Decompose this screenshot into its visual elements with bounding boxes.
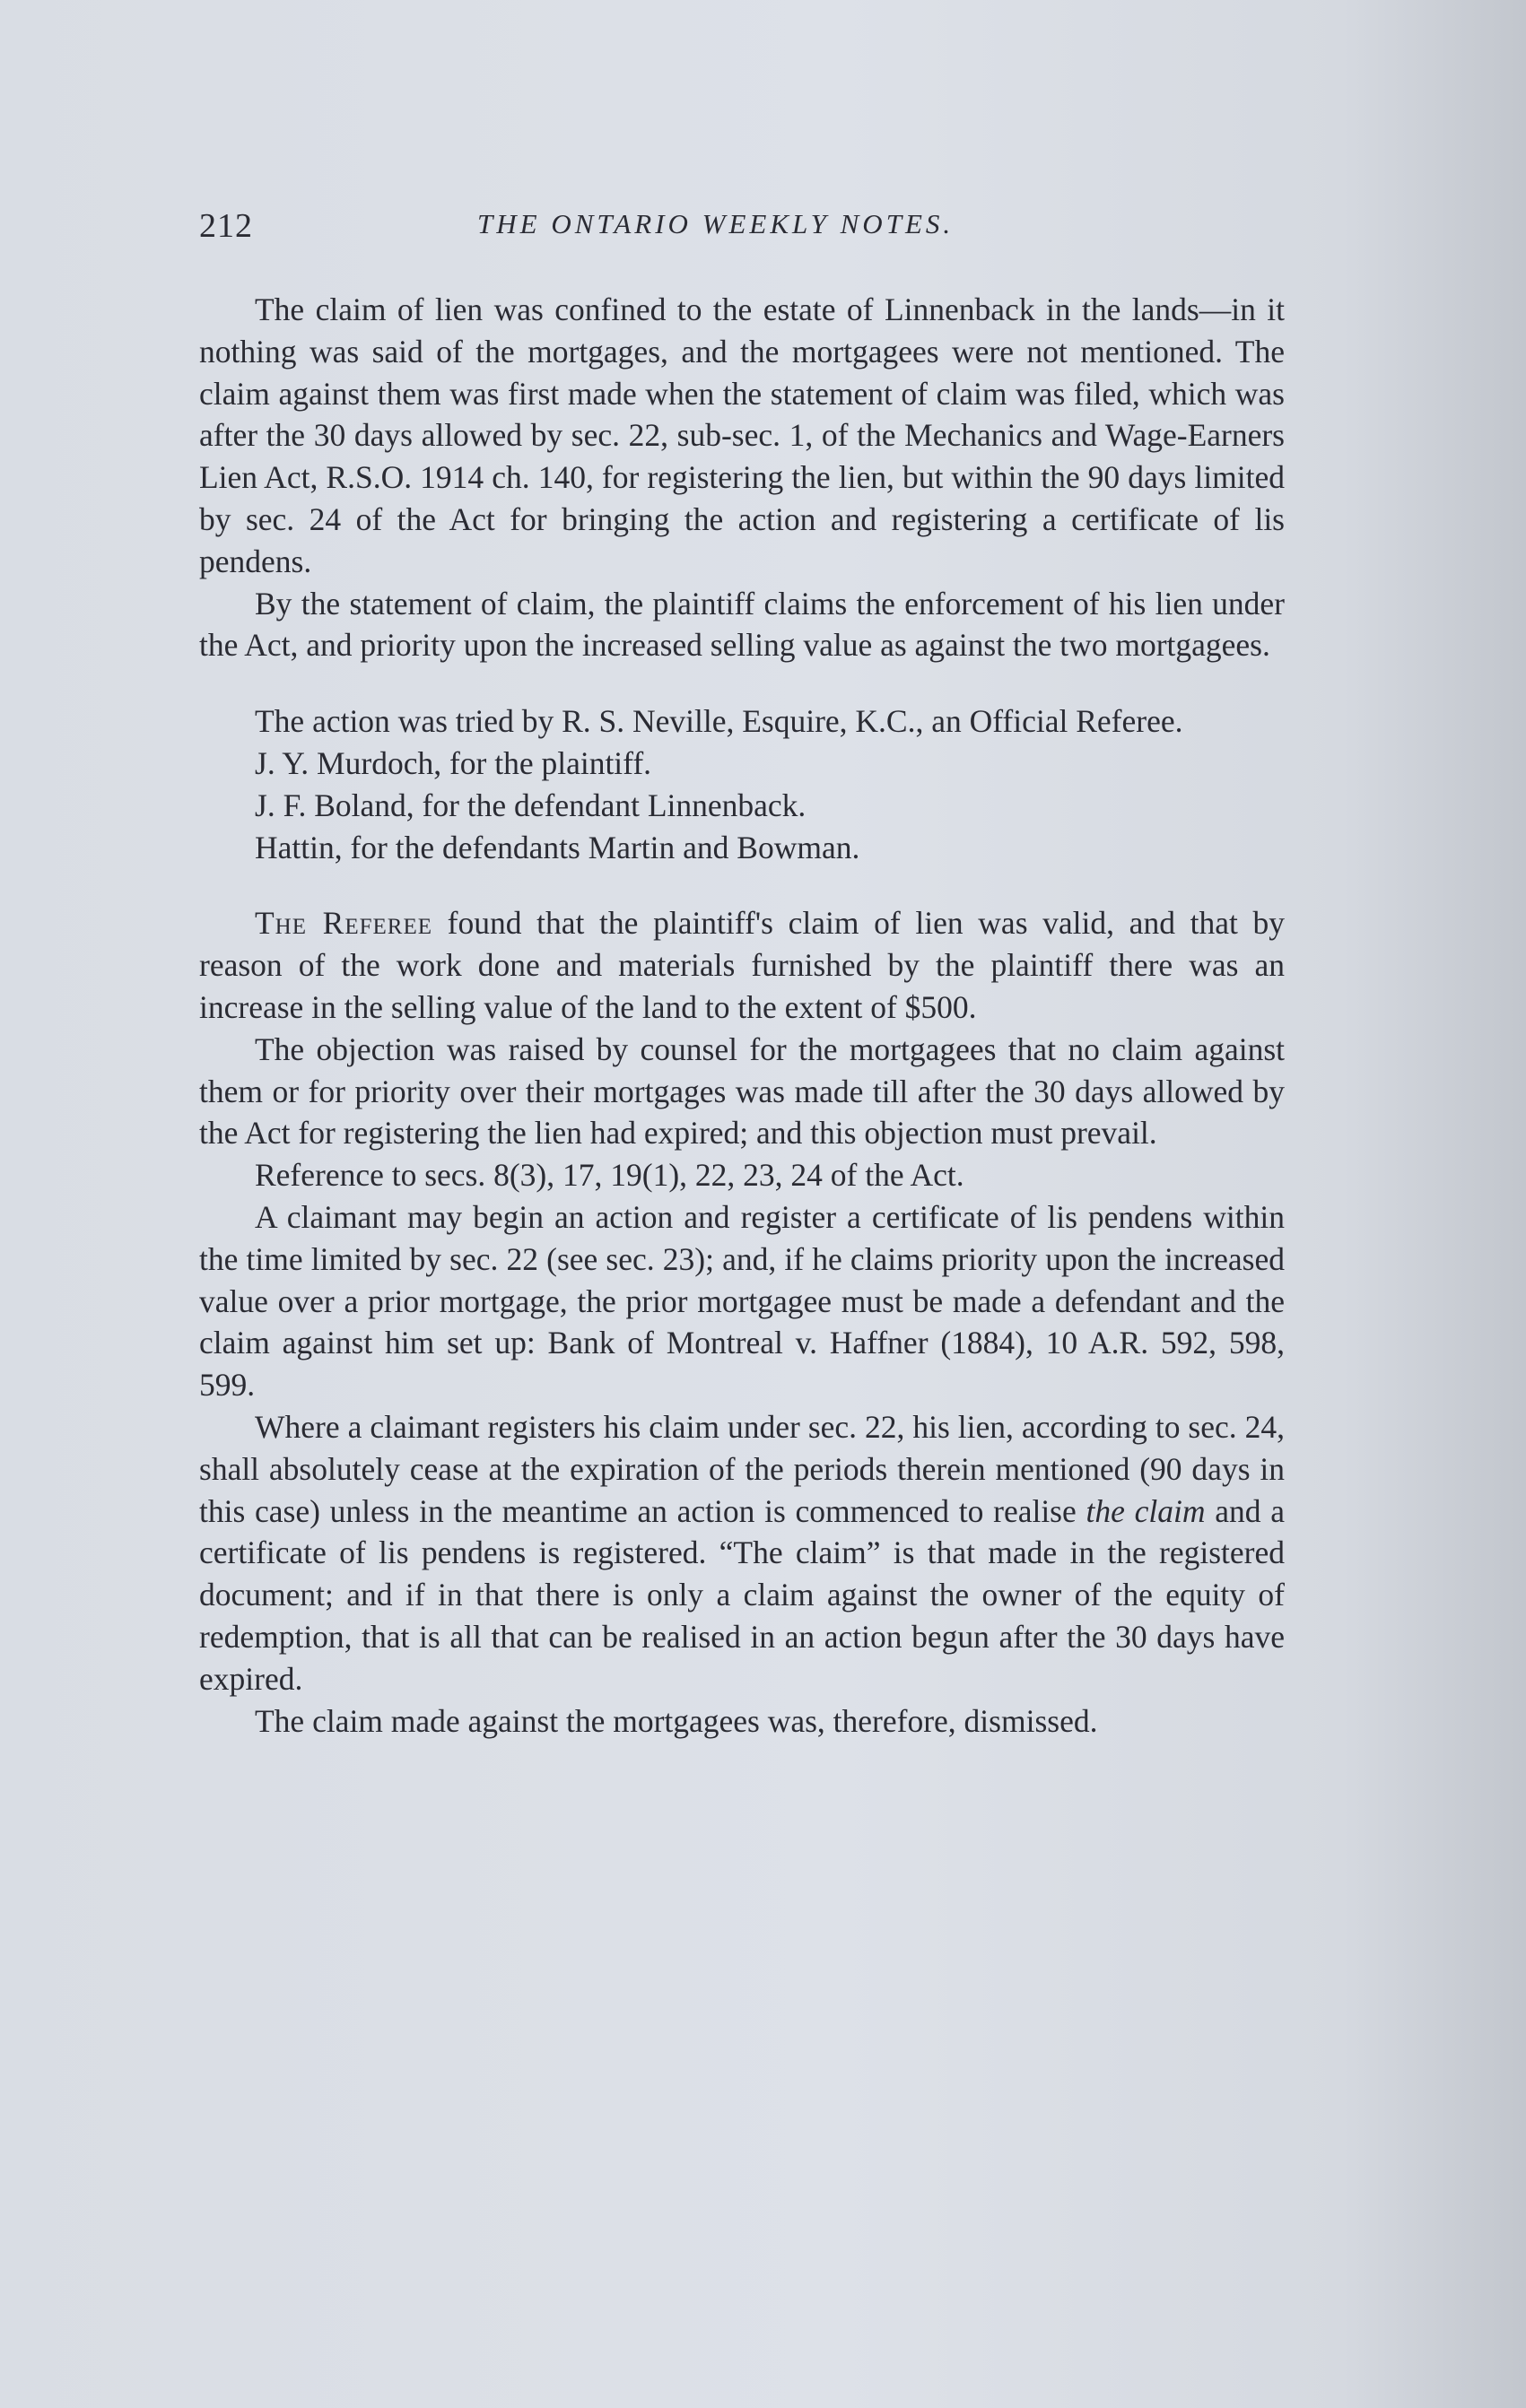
counsel-line: Hattin, for the defendants Martin and Bowman. (255, 829, 860, 865)
paragraph: The action was tried by R. S. Neville, Esquire, K.C., an Official Referee. (255, 703, 1183, 740)
page-header (199, 206, 1303, 260)
paragraph: A claimant may begin an action and register a certificate of lis pendens within the time limited by sec. 22 (see sec. 23); and, if he claims priority upon the increased value over a prior mortgage, the prior mortgagee must be made a defendant and the claim against him set up: Bank of Montreal v. Haffner (1884), 10 A.R. 592, 598, 599. (199, 1198, 1285, 1404)
paragraph (199, 1406, 1285, 1700)
paragraph (199, 902, 1285, 1028)
paragraph-text: Where a claimant registers his claim under sec. 22, his lien, according to sec. 24, shall absolutely cease at the expiration of the periods therein mentioned (90 days in this case) unless in the meantime an action is commenced to realise (199, 1408, 1285, 1529)
paragraph-text: found that the plaintiff's claim of lien was valid, and that by reason of the work done and materials furnished by the plaintiff there was an increase in the selling value of the land to the extent of $500. (199, 905, 1285, 1025)
paragraph: The claim of lien was confined to the estate of Linnenback in the lands—in it nothing was said of the mortgages, and the mortgagees were not mentioned. The claim against them was first made when the statement of claim was filed, which was after the 30 days allowed by sec. 22, sub-sec. 1, of the Mechanics and Wage-Earners Lien Act, R.S.O. 1914 ch. 140, for registering the lien, but within the 90 days limited by sec. 24 of the Act for bringing the action and registering a certificate of lis pendens. (199, 291, 1285, 579)
counsel-line: J. Y. Murdoch, for the plaintiff. (255, 744, 652, 781)
paragraph-text: and a certificate of lis pendens is registered. “The claim” is that made in the registered document; and if in that there is only a claim against the owner of the equity of redemption, that is all that can be realised in an action begun after the 30 days have expired. (199, 1492, 1285, 1697)
paragraph: By the statement of claim, the plaintiff claims the enforcement of his lien under the Act, and priority upon the increased selling value as against the two mortgagees. (199, 585, 1285, 664)
paragraph: The claim made against the mortgagees was, therefore, dismissed. (255, 1702, 1098, 1739)
counsel-line: J. F. Boland, for the defendant Linnenback. (255, 787, 807, 823)
body-text (199, 289, 1285, 1742)
referee-heading: The Referee (255, 905, 433, 942)
italic-text: the claim (1086, 1492, 1206, 1529)
page-number: 212 (199, 207, 253, 245)
paragraph: The objection was raised by counsel for the mortgagees that no claim against them or for priority over their mortgages was made till after the 30 days allowed by the Act for registering the lien had expired; and this objection must prevail. (199, 1030, 1285, 1152)
running-head: THE ONTARIO WEEKLY NOTES. (477, 208, 955, 239)
paragraph: Reference to secs. 8(3), 17, 19(1), 22, 23, 24 of the Act. (255, 1157, 964, 1194)
